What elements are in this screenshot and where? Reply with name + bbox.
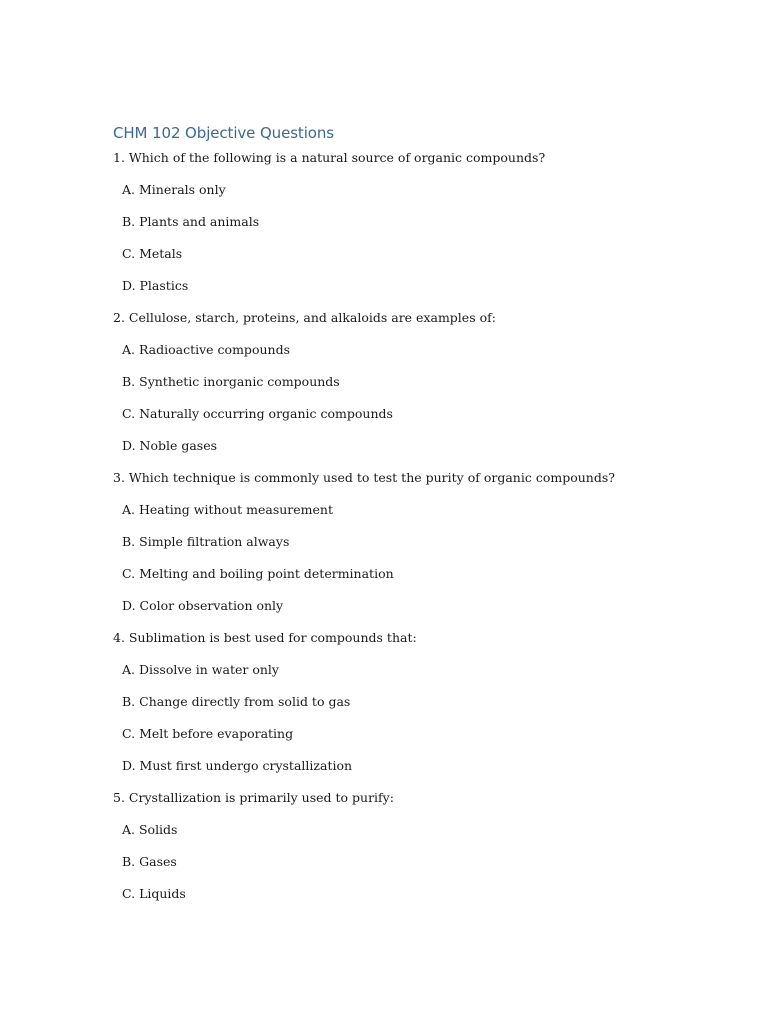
question-block [113,630,733,790]
answer-option: C. Naturally occurring organic compounds [122,406,393,421]
answer-option: B. Gases [122,854,177,869]
question-text: 2. Cellulose, starch, proteins, and alkaloids are examples of: [113,310,496,325]
question-block [113,150,733,310]
answer-option: B. Simple filtration always [122,534,290,549]
question-block [113,790,733,918]
document-title: CHM 102 Objective Questions [113,124,334,142]
answer-option: A. Radioactive compounds [122,342,290,357]
answer-option: B. Synthetic inorganic compounds [122,374,340,389]
question-text: 4. Sublimation is best used for compounds that: [113,630,417,645]
answer-option: D. Color observation only [122,598,284,613]
question-list [113,150,733,918]
question-text: 5. Crystallization is primarily used to purify: [113,790,394,805]
question-text: 3. Which technique is commonly used to test the purity of organic compounds? [113,470,615,485]
question-block [113,470,733,630]
answer-option: A. Minerals only [122,182,226,197]
question-block [113,310,733,470]
answer-option: C. Melt before evaporating [122,726,294,741]
answer-option: D. Noble gases [122,438,218,453]
answer-option: B. Plants and animals [122,214,260,229]
answer-option: C. Liquids [122,886,186,901]
question-text: 1. Which of the following is a natural source of organic compounds? [113,150,546,165]
answer-option: A. Dissolve in water only [122,662,279,677]
answer-option: B. Change directly from solid to gas [122,694,351,709]
answer-option: A. Heating without measurement [122,502,333,517]
answer-option: A. Solids [122,822,178,837]
answer-option: C. Metals [122,246,183,261]
answer-option: D. Must first undergo crystallization [122,758,353,773]
answer-option: C. Melting and boiling point determination [122,566,394,581]
answer-option: D. Plastics [122,278,189,293]
